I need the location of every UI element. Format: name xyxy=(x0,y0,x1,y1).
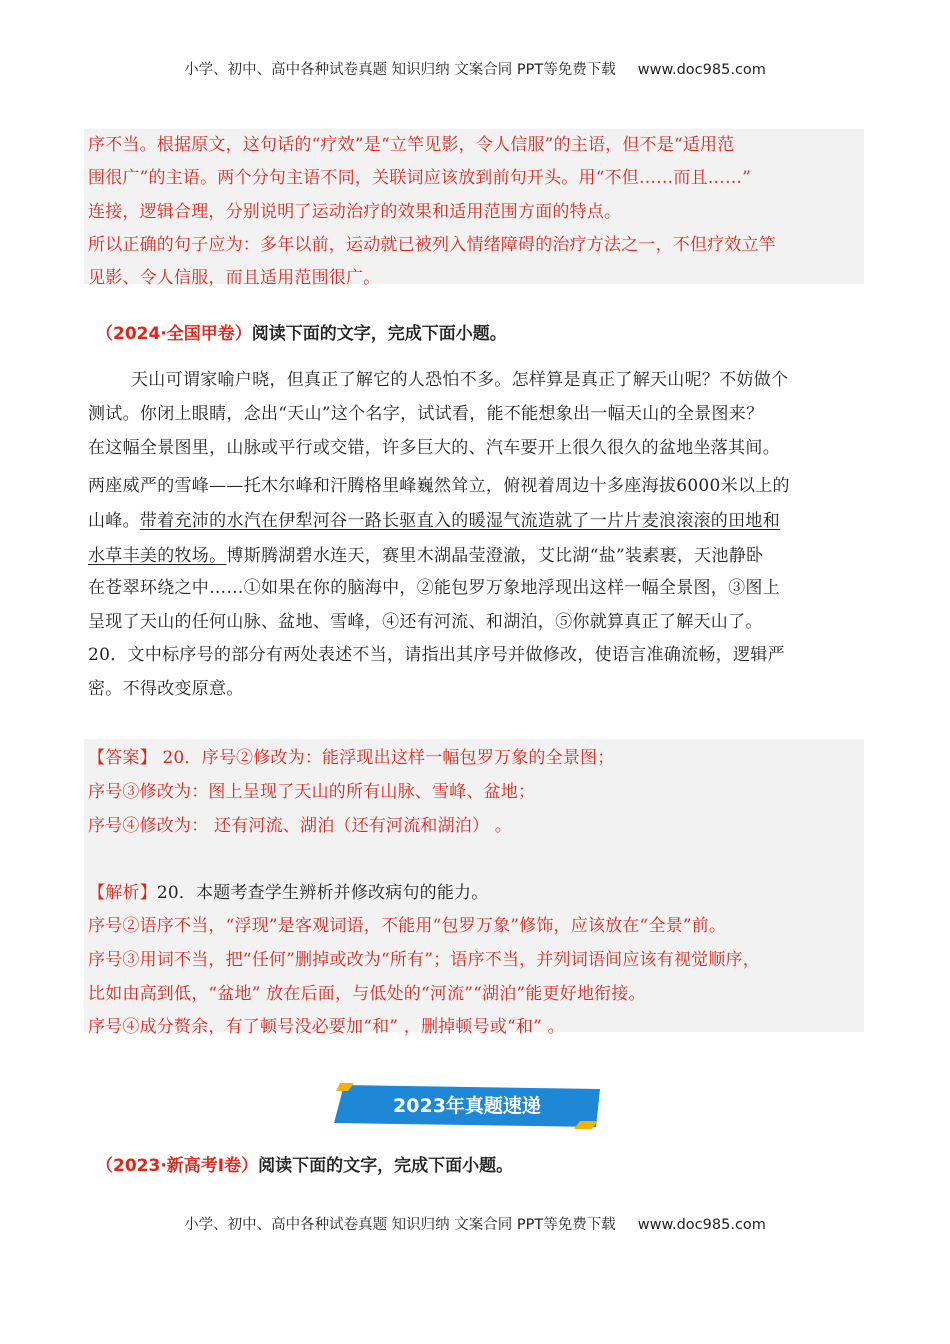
banner-title: 2023年真题速递 xyxy=(393,1095,541,1117)
passage-line-1: 天山可谓家喻户晓，但真正了解它的人恐怕不多。怎样算是真正了解天山呢？不妨做个 xyxy=(131,370,789,390)
analysis-line-4: 比如由高到低，“盆地” 放在后面，与低处的“河流”“湖泊”能更好地衔接。 xyxy=(88,984,646,1004)
passage-line-8: 呈现了天山的任何山脉、盆地、雪峰，④还有河流、和湖泊，⑤你就算真正了解天山了。 xyxy=(88,612,763,632)
passage-line-6 xyxy=(88,541,864,566)
underlined-sentence-end: 水草丰美的牧场。 xyxy=(88,546,227,566)
box1-line-1: 序不当。根据原文，这句话的“疗效”是“立竿见影，令人信服”的主语，但不是“适用范 xyxy=(88,135,735,155)
header-text: 小学、初中、高中各种试卷真题 知识归纳 文案合同 PPT等免费下载 xyxy=(184,62,616,78)
underlined-sentence: 带着充沛的水汽在伊犁河谷一路长驱直入的暖湿气流造就了一片片麦浪滚滚的田地和 xyxy=(139,511,781,531)
footer-text: 小学、初中、高中各种试卷真题 知识归纳 文案合同 PPT等免费下载 xyxy=(184,1217,616,1233)
section-source: （2024·全国甲卷） xyxy=(96,324,252,344)
analysis-intro: 20．本题考查学生辨析并修改病句的能力。 xyxy=(156,883,489,903)
section-heading-2023 xyxy=(96,1151,513,1176)
answer-line-3: 序号④修改为： 还有河流、湖泊（还有河流和湖泊） 。 xyxy=(88,816,513,836)
passage-line-2: 测试。你闭上眼睛，念出“天山”这个名字，试试看，能不能想象出一幅天山的全景图来？ xyxy=(88,404,764,424)
box1-line-5: 见影、令人信服，而且适用范围很广。 xyxy=(88,268,381,288)
footer-url[interactable]: www.doc985.com xyxy=(637,1217,766,1233)
answer-line-1: 【答案】 20．序号②修改为：能浮现出这样一幅包罗万象的全景图； xyxy=(88,748,615,768)
year-banner xyxy=(334,1083,600,1129)
analysis-line-3: 序号③用词不当，把“任何”删掉或改为“所有”；语序不当，并列词语间应该有视觉顺序， xyxy=(88,950,760,970)
box1-line-2: 围很广”的主语。两个分句主语不同，关联词应该放到前句开头。用“不但……而且……” xyxy=(88,168,752,188)
page-header xyxy=(0,58,950,79)
question-line-1: 20．文中标序号的部分有两处表述不当，请指出其序号并做修改，使语言准确流畅，逻辑严 xyxy=(88,645,785,665)
analysis-line-5: 序号④成分赘余，有了顿号没必要加“和” ，删掉顿号或“和” 。 xyxy=(88,1017,565,1037)
passage-text: 博斯腾湖碧水连天，赛里木湖晶莹澄澈，艾比湖“盐”装素裹，天池静卧 xyxy=(226,546,764,566)
box1-line-4: 所以正确的句子应为：多年以前，运动就已被列入情绪障碍的治疗方法之一，不但疗效立竿 xyxy=(88,235,776,255)
analysis-label: 【解析】 xyxy=(88,883,157,903)
section-instruction: 阅读下面的文字，完成下面小题。 xyxy=(251,324,507,344)
passage-text: 山峰。 xyxy=(88,511,140,531)
section-source: （2023·新高考Ⅰ卷） xyxy=(96,1156,259,1176)
passage-line-5 xyxy=(88,506,864,531)
section-heading-2024 xyxy=(96,319,507,344)
question-line-2: 密。不得改变原意。 xyxy=(88,679,244,699)
passage-line-7: 在苍翠环绕之中……①如果在你的脑海中，②能包罗万象地浮现出这样一幅全景图，③图上 xyxy=(88,578,780,598)
passage-line-3: 在这幅全景图里，山脉或平行或交错，许多巨大的、汽车要开上很久很久的盆地坐落其间。 xyxy=(88,438,780,458)
box1-line-3: 连接，逻辑合理，分别说明了运动治疗的效果和适用范围方面的特点。 xyxy=(88,202,622,222)
answer-line-2: 序号③修改为：图上呈现了天山的所有山脉、雪峰、盆地； xyxy=(88,782,536,802)
header-url[interactable]: www.doc985.com xyxy=(637,62,766,78)
section-instruction: 阅读下面的文字，完成下面小题。 xyxy=(258,1156,514,1176)
passage-line-4: 两座威严的雪峰——托木尔峰和汗腾格里峰巍然耸立，俯视着周边十多座海拔6000米以上的 xyxy=(88,476,790,496)
page-footer xyxy=(0,1213,950,1234)
analysis-line-1 xyxy=(88,878,864,903)
analysis-line-2: 序号②语序不当，“浮现”是客观词语，不能用“包罗万象”修饰，应该放在“全景”前。 xyxy=(88,916,727,936)
